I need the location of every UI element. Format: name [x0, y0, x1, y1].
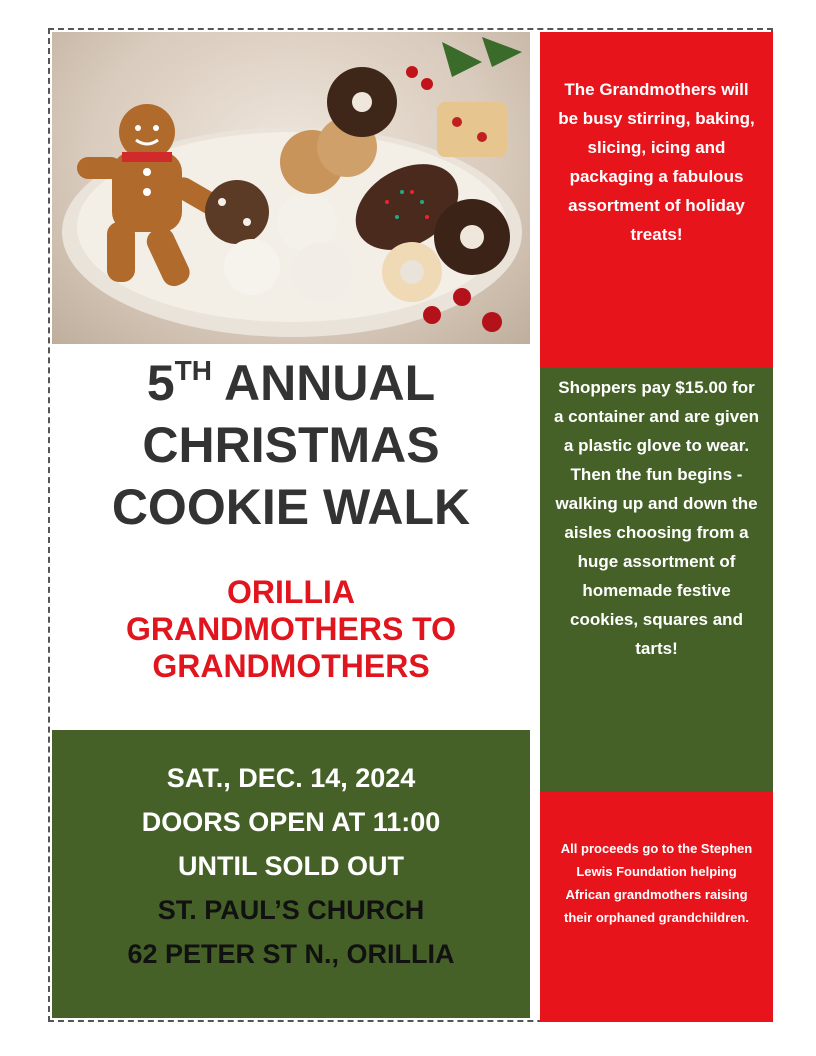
title-line-1: 5TH ANNUAL	[146, 355, 436, 411]
until-sold-out: UNTIL SOLD OUT	[178, 851, 404, 881]
event-title	[52, 352, 530, 552]
grandmothers-baking-panel	[540, 32, 773, 368]
org-line-1: ORILLIA	[227, 574, 355, 610]
org-line-2: GRANDMOTHERS TO	[125, 611, 457, 647]
shoppers-info-panel	[540, 368, 773, 792]
title-line-2: CHRISTMAS	[142, 417, 440, 473]
event-date: SAT., DEC. 14, 2024	[166, 763, 416, 793]
shoppers-info-text: Shoppers pay $15.00 for a container and are given a plastic glove to wear. Then the fun begins - walking up and down the aisles choosing from a huge assortment of homemade festive cookies, squares and tarts!	[553, 378, 759, 658]
ordinal-suffix: TH	[174, 355, 212, 386]
proceeds-text: All proceeds go to the Stephen Lewis Foundation helping African grandmothers raising their orphaned grandchildren.	[560, 841, 753, 925]
venue-address: 62 PETER ST N., ORILLIA	[127, 939, 455, 969]
cookie-platter-illustration	[52, 32, 530, 344]
proceeds-panel	[540, 792, 773, 1022]
doors-open-time: DOORS OPEN AT 11:00	[141, 807, 441, 837]
grandmothers-baking-text: The Grandmothers will be busy stirring, baking, slicing, icing and packaging a fabulous assortment of holiday treats!	[558, 80, 755, 244]
venue-name: ST. PAUL’S CHURCH	[157, 895, 425, 925]
organization-name	[52, 574, 530, 704]
cookie-platter-photo	[52, 32, 530, 344]
title-line-3: COOKIE WALK	[111, 479, 471, 535]
org-line-3: GRANDMOTHERS	[152, 648, 430, 684]
event-details-panel	[52, 730, 530, 1018]
